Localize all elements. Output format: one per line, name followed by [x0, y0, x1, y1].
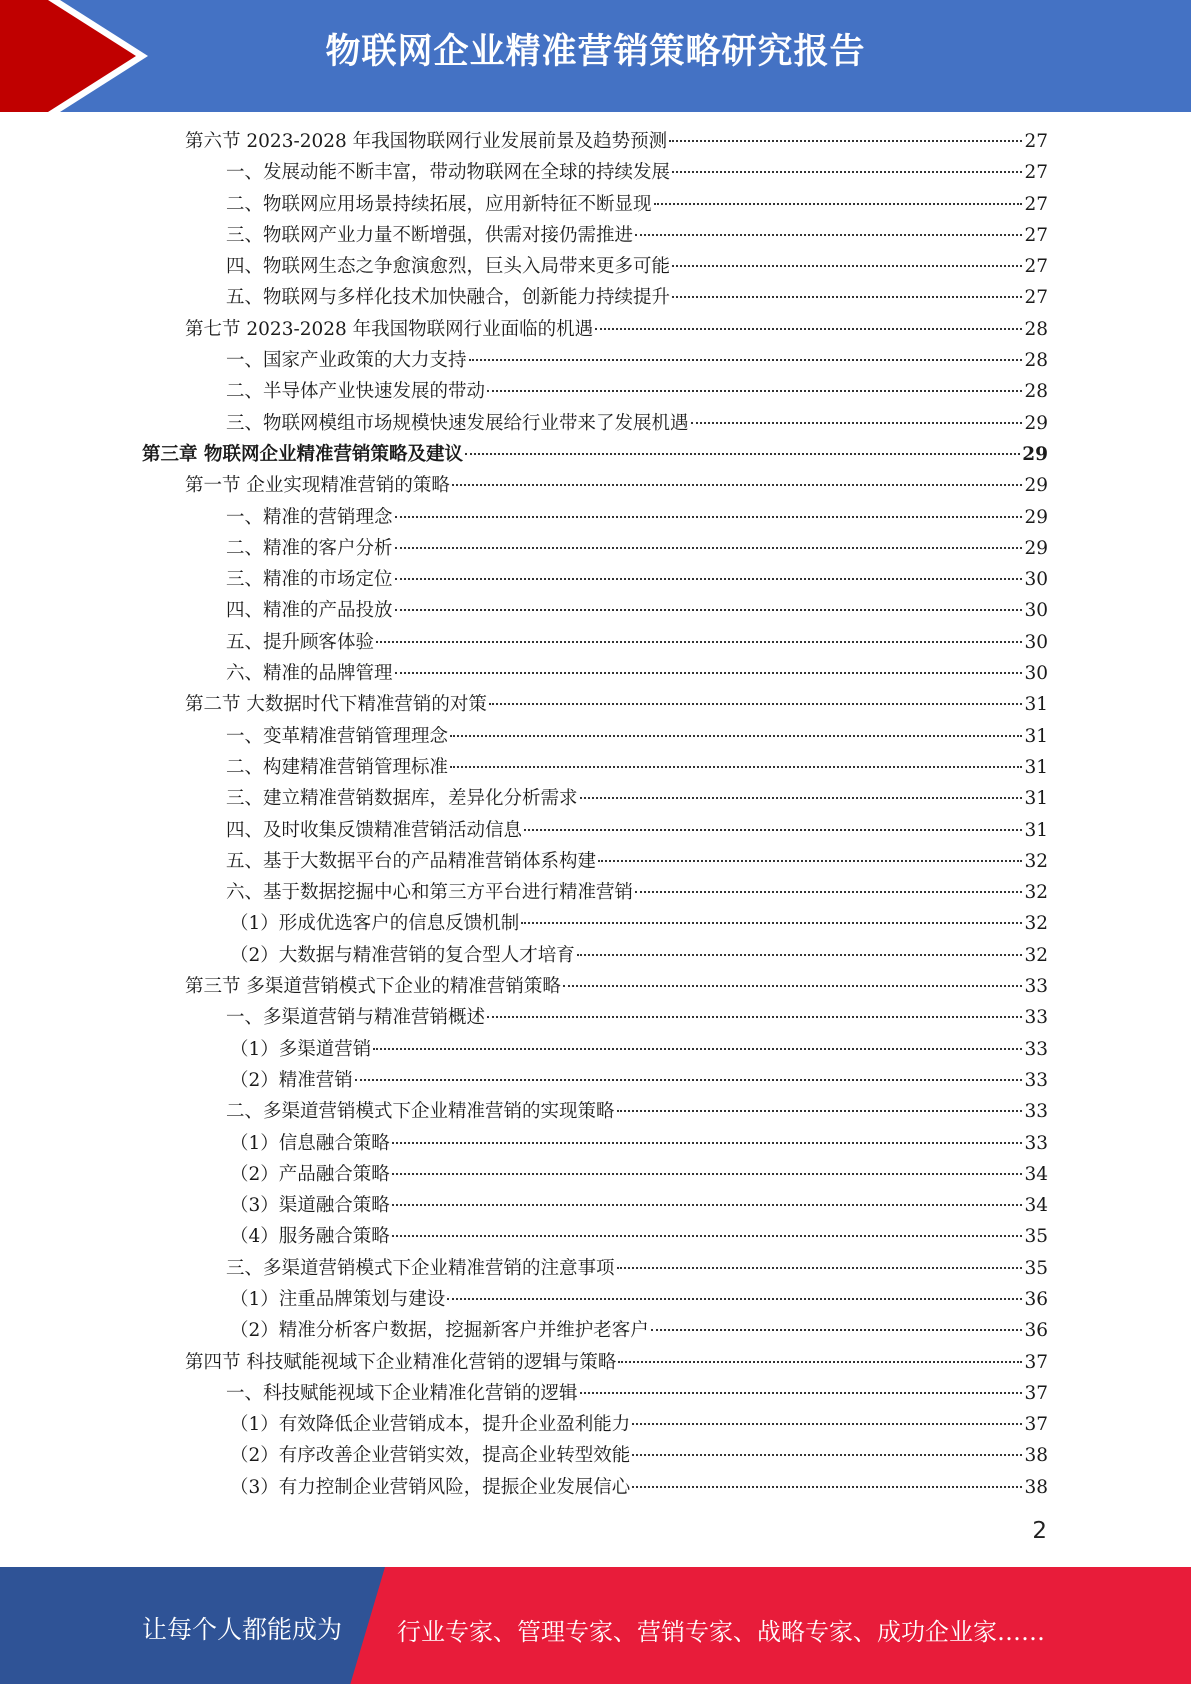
- toc-entry[interactable]: [142, 1348, 1048, 1379]
- toc-entry-page: 37: [1024, 1382, 1048, 1404]
- toc-entry-page: 35: [1024, 1226, 1048, 1248]
- toc-dot-leader: [395, 608, 1023, 611]
- toc-entry-title: 第一节 企业实现精准营销的策略: [185, 475, 450, 497]
- toc-entry[interactable]: [142, 659, 1048, 690]
- toc-entry-title: （1）信息融合策略: [230, 1132, 390, 1154]
- page-number: 2: [1032, 1518, 1047, 1544]
- toc-dot-leader: [392, 1172, 1023, 1175]
- toc-entry-title: 五、物联网与多样化技术加快融合，创新能力持续提升: [226, 287, 671, 309]
- toc-entry[interactable]: [142, 252, 1048, 283]
- toc-entry[interactable]: [142, 315, 1048, 346]
- toc-dot-leader: [452, 483, 1023, 486]
- toc-entry[interactable]: [142, 346, 1048, 377]
- toc-entry-title: （1）注重品牌策划与建设: [230, 1288, 446, 1310]
- toc-entry[interactable]: [142, 1441, 1048, 1472]
- toc-dot-leader: [447, 1297, 1022, 1300]
- toc-entry-page: 37: [1024, 1414, 1048, 1436]
- toc-entry-title: 第四节 科技赋能视域下企业精准化营销的逻辑与策略: [185, 1351, 617, 1373]
- toc-entry-page: 27: [1024, 287, 1048, 309]
- toc-entry[interactable]: [142, 722, 1048, 753]
- toc-dot-leader: [487, 389, 1022, 392]
- toc-entry-page: 28: [1024, 318, 1048, 340]
- toc-dot-leader: [672, 264, 1022, 267]
- header-band: [0, 0, 1191, 112]
- toc-entry[interactable]: [142, 127, 1048, 158]
- toc-dot-leader: [521, 921, 1022, 924]
- toc-entry-title: 四、精准的产品投放: [226, 600, 393, 622]
- toc-entry[interactable]: [142, 753, 1048, 784]
- toc-dot-leader: [373, 1047, 1022, 1050]
- toc-entry-page: 33: [1024, 1132, 1048, 1154]
- toc-entry-page: 34: [1024, 1195, 1048, 1217]
- toc-entry[interactable]: [142, 471, 1048, 502]
- toc-entry[interactable]: [142, 534, 1048, 565]
- toc-dot-leader: [635, 890, 1022, 893]
- toc-dot-leader: [395, 577, 1023, 580]
- toc-entry-title: 四、及时收集反馈精准营销活动信息: [226, 819, 523, 841]
- toc-entry[interactable]: [142, 190, 1048, 221]
- toc-entry-page: 28: [1024, 350, 1048, 372]
- toc-entry-page: 27: [1024, 256, 1048, 278]
- toc-entry[interactable]: [142, 1285, 1048, 1316]
- toc-entry-title: 一、精准的营销理念: [226, 506, 393, 528]
- toc-dot-leader: [524, 828, 1022, 831]
- toc-entry-page: 34: [1024, 1163, 1048, 1185]
- toc-entry[interactable]: [142, 1003, 1048, 1034]
- toc-dot-leader: [577, 953, 1023, 956]
- toc-entry[interactable]: [142, 283, 1048, 314]
- toc-dot-leader: [651, 1328, 1023, 1331]
- toc-entry[interactable]: [142, 158, 1048, 189]
- toc-entry-title: 第二节 大数据时代下精准营销的对策: [185, 694, 487, 716]
- toc-dot-leader: [395, 515, 1023, 518]
- toc-entry[interactable]: [142, 1254, 1048, 1285]
- toc-entry-page: 32: [1024, 944, 1048, 966]
- toc-entry-page: 31: [1024, 725, 1048, 747]
- toc-entry[interactable]: [142, 1160, 1048, 1191]
- toc-entry-page: 29: [1024, 475, 1048, 497]
- toc-entry-page: 37: [1024, 1351, 1048, 1373]
- toc-dot-leader: [355, 1078, 1023, 1081]
- toc-dot-leader: [376, 640, 1022, 643]
- toc-entry-page: 32: [1024, 882, 1048, 904]
- toc-dot-leader: [654, 202, 1023, 205]
- toc-dot-leader: [395, 671, 1023, 674]
- toc-entry[interactable]: [142, 628, 1048, 659]
- toc-entry-page: 28: [1024, 381, 1048, 403]
- toc-entry[interactable]: [142, 1129, 1048, 1160]
- toc-entry-title: 二、半导体产业快速发展的带动: [226, 381, 486, 403]
- footer-slogan: 让每个人都能成为: [142, 1615, 343, 1644]
- toc-dot-leader: [595, 327, 1022, 330]
- toc-entry-page: 30: [1024, 663, 1048, 685]
- toc-dot-leader: [395, 546, 1023, 549]
- toc-entry-title: （2）产品融合策略: [230, 1163, 390, 1185]
- toc-entry-title: （2）有序改善企业营销实效，提高企业转型效能: [230, 1445, 631, 1467]
- toc-entry-title: 五、基于大数据平台的产品精准营销体系构建: [226, 850, 597, 872]
- toc-entry[interactable]: [142, 503, 1048, 534]
- toc-entry-page: 31: [1024, 819, 1048, 841]
- toc-entry-page: 31: [1024, 694, 1048, 716]
- toc-entry-page: 30: [1024, 600, 1048, 622]
- toc-entry-title: （1）形成优选客户的信息反馈机制: [230, 913, 520, 935]
- toc-entry-title: 三、精准的市场定位: [226, 569, 393, 591]
- toc-dot-leader: [672, 295, 1022, 298]
- toc-entry-title: 六、基于数据挖掘中心和第三方平台进行精准营销: [226, 882, 634, 904]
- toc-entry[interactable]: [142, 1410, 1048, 1441]
- toc-entry-title: （2）大数据与精准营销的复合型人才培育: [230, 944, 575, 966]
- toc-entry-page: 31: [1024, 756, 1048, 778]
- toc-entry-page: 29: [1022, 443, 1048, 465]
- toc-dot-leader: [489, 702, 1023, 705]
- toc-entry-page: 32: [1024, 913, 1048, 935]
- toc-entry-title: 第六节 2023-2028 年我国物联网行业发展前景及趋势预测: [185, 131, 668, 152]
- toc-dot-leader: [691, 421, 1023, 424]
- toc-entry-page: 27: [1024, 131, 1048, 152]
- toc-entry-page: 33: [1024, 1038, 1048, 1060]
- toc-entry-title: 第三章 物联网企业精准营销策略及建议: [142, 443, 463, 465]
- footer-tagline: 行业专家、管理专家、营销专家、战略专家、成功企业家……: [397, 1618, 1045, 1646]
- toc-entry-title: 三、物联网产业力量不断增强，供需对接仍需推进: [226, 224, 634, 246]
- toc-dot-leader: [392, 1234, 1023, 1237]
- toc-entry-title: 第三节 多渠道营销模式下企业的精准营销策略: [185, 976, 561, 998]
- toc-entry[interactable]: [142, 1316, 1048, 1347]
- toc-entry-page: 36: [1024, 1288, 1048, 1310]
- toc-entry-page: 38: [1024, 1476, 1048, 1498]
- toc-entry-page: 27: [1024, 162, 1048, 184]
- toc-entry-title: 一、科技赋能视域下企业精准化营销的逻辑: [226, 1382, 578, 1404]
- toc-entry-page: 27: [1024, 224, 1048, 246]
- toc-entry[interactable]: [142, 784, 1048, 815]
- toc-dot-leader: [450, 734, 1022, 737]
- toc-entry-title: 一、变革精准营销管理理念: [226, 725, 449, 747]
- toc-dot-leader: [632, 1485, 1022, 1488]
- toc-entry-page: 31: [1024, 788, 1048, 810]
- toc-dot-leader: [618, 1360, 1022, 1363]
- toc-dot-leader: [672, 170, 1022, 173]
- toc-dot-leader: [617, 1109, 1023, 1112]
- toc-dot-leader: [392, 1141, 1023, 1144]
- toc-entry[interactable]: [142, 878, 1048, 909]
- toc-entry-title: 六、精准的品牌管理: [226, 663, 393, 685]
- toc-chapter-entry[interactable]: [142, 440, 1048, 471]
- toc-entry[interactable]: [142, 1473, 1048, 1504]
- toc-entry-title: 一、发展动能不断丰富，带动物联网在全球的持续发展: [226, 162, 671, 184]
- toc-entry-page: 33: [1024, 1069, 1048, 1091]
- toc-entry[interactable]: [142, 1097, 1048, 1128]
- toc-entry[interactable]: [142, 972, 1048, 1003]
- toc-entry-title: 二、多渠道营销模式下企业精准营销的实现策略: [226, 1101, 615, 1123]
- toc-entry-page: 36: [1024, 1320, 1048, 1342]
- toc-entry-page: 29: [1024, 537, 1048, 559]
- toc-dot-leader: [487, 1015, 1022, 1018]
- toc-entry[interactable]: [142, 1191, 1048, 1222]
- toc-entry[interactable]: [142, 565, 1048, 596]
- toc-dot-leader: [580, 796, 1023, 799]
- toc-dot-leader: [632, 1453, 1022, 1456]
- toc-entry-title: 一、国家产业政策的大力支持: [226, 350, 467, 372]
- toc-entry-page: 35: [1024, 1257, 1048, 1279]
- toc-entry[interactable]: [142, 409, 1048, 440]
- toc-entry-title: （1）有效降低企业营销成本，提升企业盈利能力: [230, 1414, 631, 1436]
- table-of-contents: [142, 127, 1048, 1504]
- toc-entry[interactable]: [142, 941, 1048, 972]
- toc-entry-title: （3）渠道融合策略: [230, 1195, 390, 1217]
- toc-entry[interactable]: [142, 690, 1048, 721]
- toc-dot-leader: [632, 1422, 1022, 1425]
- toc-entry-title: 二、构建精准营销管理标准: [226, 756, 449, 778]
- toc-dot-leader: [617, 1266, 1023, 1269]
- toc-dot-leader: [465, 452, 1020, 455]
- toc-entry[interactable]: [142, 847, 1048, 878]
- toc-entry-title: 三、物联网模组市场规模快速发展给行业带来了发展机遇: [226, 412, 689, 434]
- toc-entry-title: 五、提升顾客体验: [226, 631, 375, 653]
- toc-dot-leader: [450, 765, 1022, 768]
- toc-entry[interactable]: [142, 221, 1048, 252]
- toc-entry-title: 二、精准的客户分析: [226, 537, 393, 559]
- toc-dot-leader: [469, 358, 1023, 361]
- toc-entry-page: 33: [1024, 976, 1048, 998]
- toc-entry[interactable]: [142, 377, 1048, 408]
- toc-entry[interactable]: [142, 816, 1048, 847]
- toc-entry[interactable]: [142, 1379, 1048, 1410]
- toc-entry-title: （4）服务融合策略: [230, 1226, 390, 1248]
- toc-entry[interactable]: [142, 1222, 1048, 1253]
- toc-entry-title: （3）有力控制企业营销风险，提振企业发展信心: [230, 1476, 631, 1498]
- toc-entry-title: （2）精准营销: [230, 1069, 353, 1091]
- toc-dot-leader: [598, 859, 1022, 862]
- toc-dot-leader: [563, 984, 1023, 987]
- toc-entry-title: 二、物联网应用场景持续拓展，应用新特征不断显现: [226, 193, 652, 215]
- toc-entry-title: 三、多渠道营销模式下企业精准营销的注意事项: [226, 1257, 615, 1279]
- toc-dot-leader: [580, 1391, 1023, 1394]
- toc-entry-page: 38: [1024, 1445, 1048, 1467]
- toc-entry-page: 33: [1024, 1007, 1048, 1029]
- toc-entry-page: 29: [1024, 506, 1048, 528]
- document-title: 物联网企业精准营销策略研究报告: [325, 32, 866, 72]
- toc-entry[interactable]: [142, 909, 1048, 940]
- toc-entry[interactable]: [142, 1066, 1048, 1097]
- toc-entry-page: 30: [1024, 631, 1048, 653]
- toc-dot-leader: [669, 139, 1022, 142]
- toc-entry-page: 27: [1024, 193, 1048, 215]
- toc-entry-page: 29: [1024, 412, 1048, 434]
- toc-entry-title: 第七节 2023-2028 年我国物联网行业面临的机遇: [185, 318, 594, 340]
- toc-entry-page: 30: [1024, 569, 1048, 591]
- toc-entry-title: 一、多渠道营销与精准营销概述: [226, 1007, 486, 1029]
- toc-entry-page: 33: [1024, 1101, 1048, 1123]
- toc-entry-title: 三、建立精准营销数据库，差异化分析需求: [226, 788, 578, 810]
- toc-entry-title: （1）多渠道营销: [230, 1038, 372, 1060]
- toc-entry-title: （2）精准分析客户数据，挖掘新客户并维护老客户: [230, 1320, 649, 1342]
- toc-entry-title: 四、物联网生态之争愈演愈烈，巨头入局带来更多可能: [226, 256, 671, 278]
- toc-entry[interactable]: [142, 1035, 1048, 1066]
- toc-dot-leader: [392, 1203, 1023, 1206]
- toc-entry[interactable]: [142, 596, 1048, 627]
- toc-dot-leader: [635, 233, 1022, 236]
- toc-entry-page: 32: [1024, 850, 1048, 872]
